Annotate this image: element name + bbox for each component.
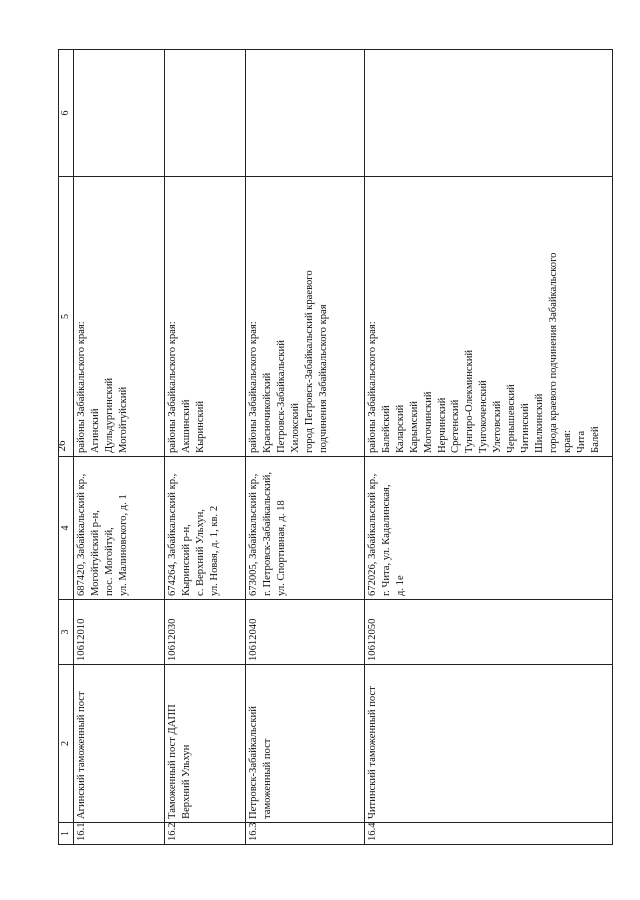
table-row [165, 50, 246, 845]
service-area-line: Карымский [408, 401, 420, 453]
service-area-line: районы Забайкальского края: [76, 321, 88, 453]
service-area-line: Могойтуйский [118, 386, 130, 453]
service-area [364, 177, 612, 457]
post-address-line: Кыринский р-н, [181, 524, 193, 596]
post-name [165, 665, 246, 823]
post-code: 10612010 [74, 600, 165, 665]
service-area-line: города краевого подчинения Забайкальского [548, 252, 560, 453]
post-address-line: 687420, Забайкальский кр., [76, 473, 88, 596]
document-sheet [58, 50, 613, 845]
post-address-line: ул. Малиновского, д. 1 [118, 494, 130, 596]
service-area-line: Дульдургинский [104, 377, 116, 453]
post-code: 10612040 [245, 600, 364, 665]
post-address-line: г. Чита, ул. Кадалинская, [380, 484, 392, 596]
header-col-3: 3 [59, 600, 74, 665]
header-col-2: 2 [59, 665, 74, 823]
row-number: 16.3 [245, 823, 364, 845]
post-address [74, 457, 165, 600]
column-6-cell [74, 50, 165, 177]
post-address-line: 673005, Забайкальский кр., [247, 473, 259, 596]
service-area-line: Нерчинский [436, 397, 448, 453]
table-row [364, 50, 612, 845]
post-address-line: д. 1е [394, 575, 406, 596]
service-area-line: город Петровск-Забайкальский краевого [303, 270, 315, 453]
post-name [364, 665, 612, 823]
post-address-line: пос. Могойтуй, [104, 527, 116, 596]
service-area-line: районы Забайкальского края: [247, 321, 259, 453]
service-area-line: Балейский [380, 405, 392, 453]
post-address [364, 457, 612, 600]
service-area [165, 177, 246, 457]
column-6-cell [364, 50, 612, 177]
page-number: 26 [56, 440, 68, 452]
customs-posts-table [58, 49, 613, 845]
post-name [74, 665, 165, 823]
service-area-line: Агинский [90, 408, 102, 453]
post-address-line: с. Верхний Ульхун, [195, 509, 207, 596]
service-area-line: Шилкинский [534, 393, 546, 453]
service-area-line: Красночикойский [261, 372, 273, 453]
service-area-line: Чита [576, 430, 588, 453]
table-body [74, 50, 613, 845]
header-col-4: 4 [59, 457, 74, 600]
service-area-line: Улетовский [492, 400, 504, 453]
service-area-line: Тунгиро-Олекминский [464, 349, 476, 453]
post-name-line: Читинский таможенный пост [366, 686, 378, 819]
post-address [245, 457, 364, 600]
post-name-line: Петровск-Забайкальский [247, 706, 259, 819]
service-area-line: Сретенский [450, 399, 462, 453]
service-area-line: Чернышевский [506, 384, 518, 453]
post-address-line: 674264, Забайкальский кр., [167, 473, 179, 596]
post-address-line: г. Петровск-Забайкальский, [261, 472, 273, 596]
row-number: 16.1 [74, 823, 165, 845]
table-row [74, 50, 165, 845]
service-area-line: Акшинский [181, 399, 193, 453]
service-area-line: подчинения Забайкальского края [317, 304, 329, 453]
post-code: 10612050 [364, 600, 612, 665]
post-address-line: 672026, Забайкальский кр., [366, 473, 378, 596]
service-area-line: Могочинский [422, 391, 434, 453]
table-row [245, 50, 364, 845]
header-col-1: 1 [59, 823, 74, 845]
post-name-line: Агинский таможенный пост [76, 691, 88, 819]
column-6-cell [165, 50, 246, 177]
service-area-line: края: [562, 430, 574, 453]
service-area [74, 177, 165, 457]
service-area-line: районы Забайкальского края: [167, 321, 179, 453]
post-address-line: Могойтуйский р-н, [90, 510, 102, 596]
header-col-6: 6 [59, 50, 74, 177]
post-address-line: ул. Спортивная, д. 18 [275, 500, 287, 596]
post-name-line: Верхний Ульхун [181, 744, 193, 819]
post-name-line: таможенный пост [261, 738, 273, 819]
service-area-line: Петровск-Забайкальский [275, 340, 287, 453]
service-area-line: Кыринский [195, 400, 207, 453]
post-address [165, 457, 246, 600]
row-number: 16.4 [364, 823, 612, 845]
service-area-line: Балей [590, 426, 602, 453]
column-6-cell [245, 50, 364, 177]
service-area-line: Хилокский [289, 403, 301, 453]
row-number: 16.2 [165, 823, 246, 845]
header-row [59, 50, 74, 845]
service-area-line: Читинский [520, 403, 532, 453]
header-col-5: 5 [59, 177, 74, 457]
post-address-line: ул. Новая, д. 1, кв. 2 [209, 505, 221, 596]
service-area-line: Тунгокоченский [478, 380, 490, 453]
service-area-line: районы Забайкальского края: [366, 321, 378, 453]
service-area-line: Каларский [394, 404, 406, 453]
post-name-line: Таможенный пост ДАПП [167, 704, 179, 819]
post-name [245, 665, 364, 823]
service-area [245, 177, 364, 457]
post-code: 10612030 [165, 600, 246, 665]
